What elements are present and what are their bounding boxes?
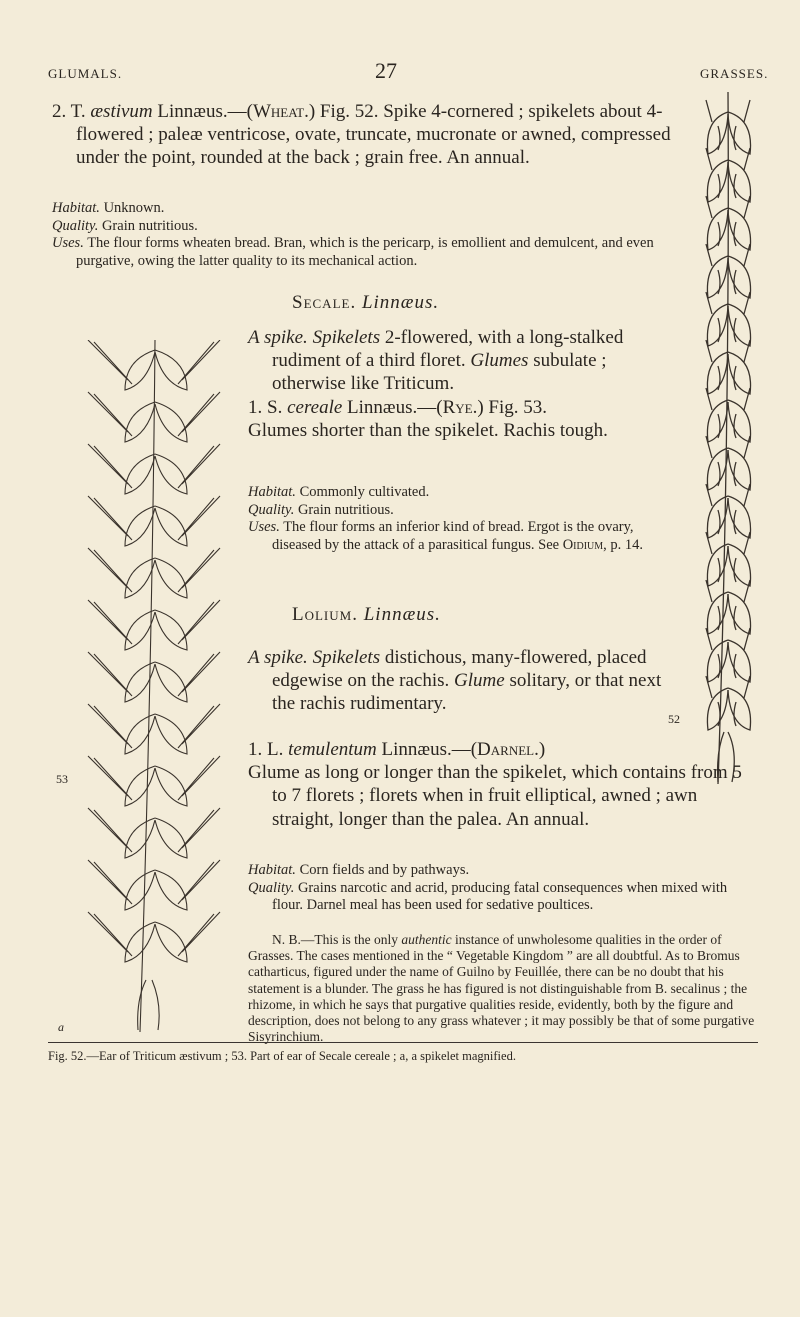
secale-notes: Habitat. Commonly cultivated. Quality. Grain nutritious. Uses. The flour forms an inferior kind of bread. Ergot is the ovary, diseased by the attack of a parasitical fungus. See Oidium, p. 14.	[248, 484, 644, 554]
secale-description: A spike. Spikelets 2-flowered, with a long-stalked rudiment of a third floret. Glumes subulate ; otherwise like Triticum. 1. S. cereale Linnæus.—(Rye.) Fig. 53. Glumes shorter than the spikelet. Rachis tough.	[248, 327, 624, 441]
lolium-notes: Habitat. Corn fields and by pathways. Quality. Grains narcotic and acrid, producing fatal consequences when mixed with flour. Darnel meal has been used for sedative poultices.	[248, 862, 728, 914]
page-number: 27	[375, 58, 397, 83]
figure-caption: Fig. 52.—Ear of Triticum æstivum ; 53. Part of ear of Secale cereale ; a, a spikelet magnified.	[48, 1042, 758, 1064]
running-head-left: GLUMALS.	[48, 66, 123, 81]
running-head	[0, 58, 800, 88]
lolium-description: A spike. Spikelets distichous, many-flowered, placed edgewise on the rachis. Glume solitary, or that next the rachis rudimentary.	[248, 647, 662, 715]
fig52-label: 52	[668, 712, 680, 726]
secale-heading: Secale. Linnæus.	[292, 292, 440, 313]
triticum-entry: 2. T. æstivum Linnæus.—(Wheat.) Fig. 52. Spike 4-cornered ; spikelets about 4-flowered ; paleæ ventricose, ovate, truncate, mucronate or awned, compressed under the point, rounded at the back ; grain free. An annual.	[52, 101, 671, 169]
triticum-notes: Habitat. Unknown. Quality. Grain nutritious. Uses. The flour forms wheaten bread. Bran, which is the pericarp, is emollient and demulcent, and even purgative, owing the latter quality to its mechanical action.	[52, 200, 654, 270]
running-head-right: GRASSES.	[700, 66, 769, 81]
fig53-a-label: a	[58, 1020, 64, 1034]
rye-ear-illustration	[60, 340, 240, 1032]
fig53-label: 53	[56, 772, 68, 786]
lolium-heading: Lolium. Linnæus.	[292, 604, 441, 625]
lolium-entry: 1. L. temulentum Linnæus.—(Darnel.) Glume as long or longer than the spikelet, which contains from 5 to 7 florets ; florets when in fruit elliptical, awned ; awn straight, longer than the palea. An annual.	[248, 739, 742, 830]
nota-bene: N. B.—This is the only authentic instance of unwholesome qualities in the order of Grasses. The cases mentioned in the “ Vegetable Kingdom ” are all doubtful. As to Bromus catharticus, figured under the name of Guilno by Feuillée, there can be no doubt that his statement is a blunder. The grass he has figured is not distinguishable from B. secalinus ; the rhizome, in which he says that purgative qualities reside, evidently, both by the figure and description, does not belong to any grass whatever ; it may possibly be that of some purgative Sisyrinchium.	[248, 932, 755, 1045]
wheat-ear-illustration	[688, 92, 760, 784]
